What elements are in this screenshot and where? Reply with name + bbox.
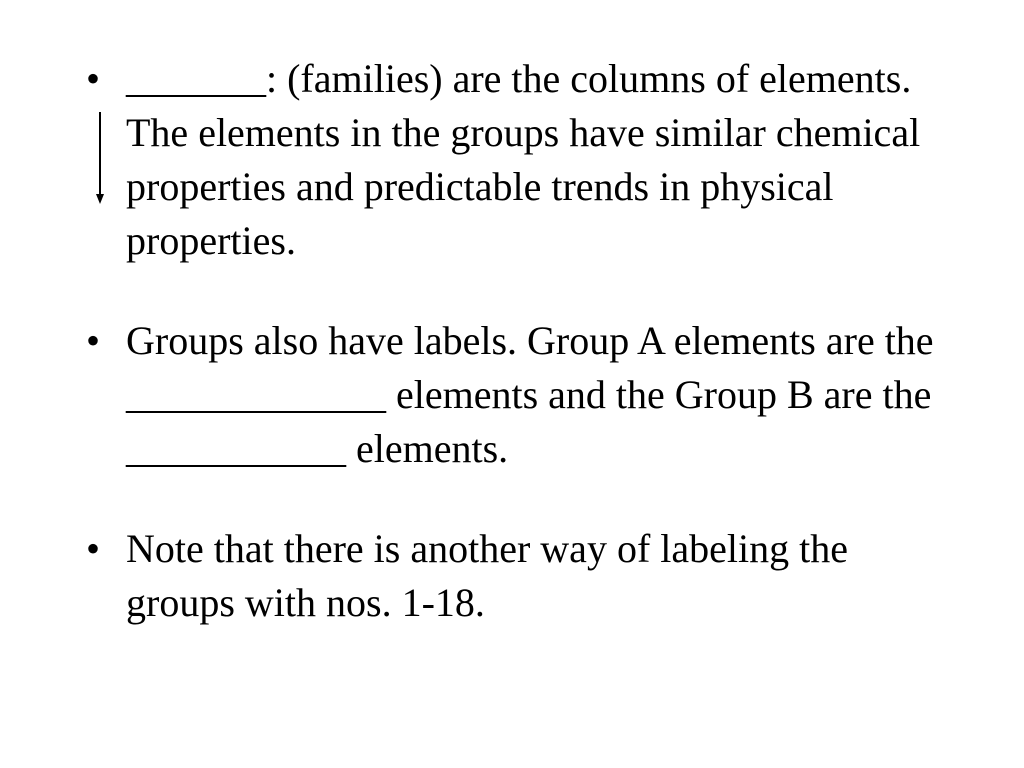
bullet-text-numbering-note: Note that there is another way of labeling the groups with nos. 1-18. [126, 526, 848, 625]
bullet-text-groups-definition: _______: (families) are the columns of elements. The elements in the groups have similar chemical properties and predictable trends in physical properties. [126, 56, 921, 263]
down-arrow-icon [93, 112, 107, 204]
bullet-item [86, 522, 936, 630]
bullet-icon: • [86, 526, 101, 571]
bullet-icon: • [86, 318, 101, 363]
bullet-text-group-labels: Groups also have labels. Group A elements are the _____________ elements and the Group B are the ___________ elements. [126, 318, 934, 471]
bullet-icon: • [86, 56, 101, 101]
bullet-item [86, 52, 936, 268]
bullet-item [86, 314, 936, 476]
bullet-list [86, 52, 936, 630]
